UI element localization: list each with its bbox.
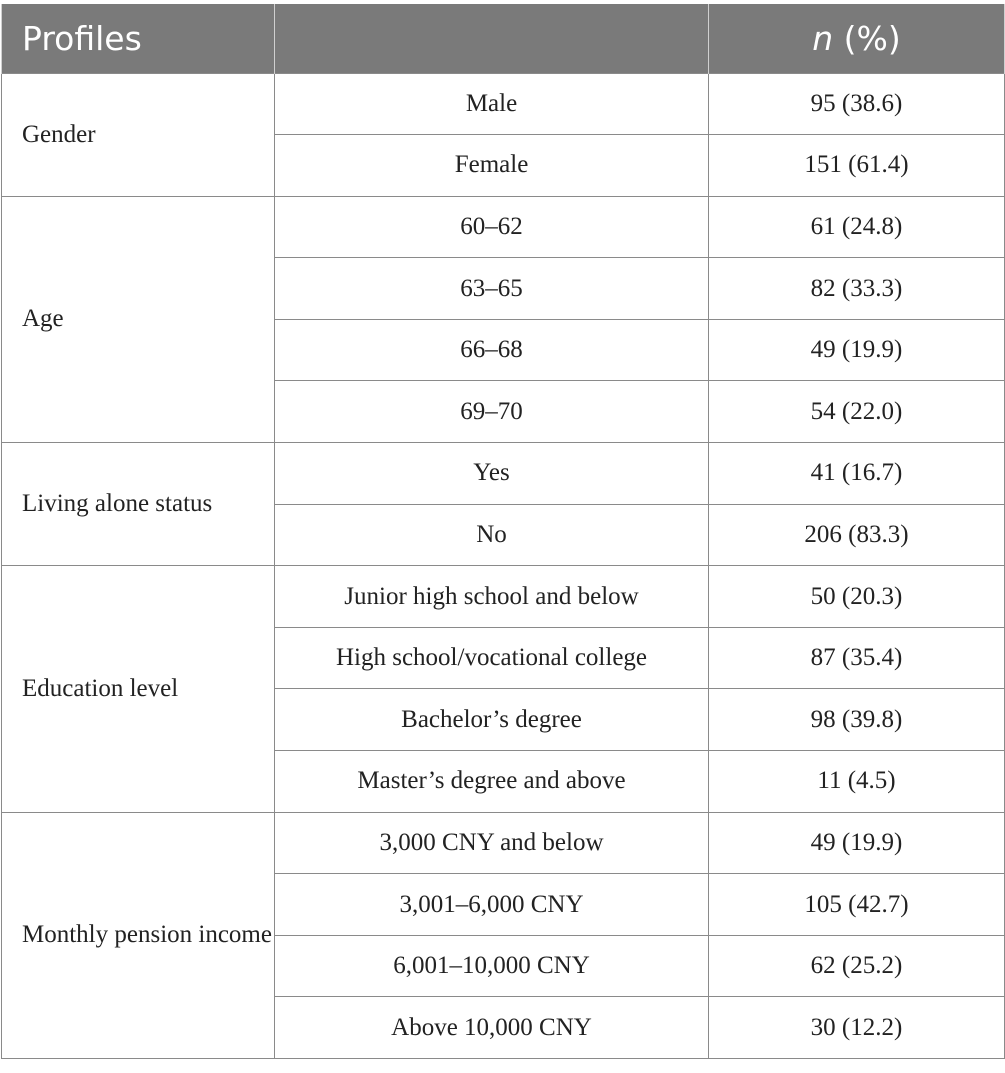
table-row bbox=[2, 196, 1005, 258]
category-cell: 63–65 bbox=[275, 258, 709, 320]
header-n-percent bbox=[709, 4, 1005, 73]
category-cell: Male bbox=[275, 73, 709, 135]
category-cell: Junior high school and below bbox=[275, 566, 709, 628]
value-cell: 30 (12.2) bbox=[709, 997, 1005, 1059]
value-cell: 49 (19.9) bbox=[709, 812, 1005, 874]
table-row bbox=[2, 566, 1005, 628]
header-profiles: Profiles bbox=[2, 4, 275, 73]
value-cell: 41 (16.7) bbox=[709, 443, 1005, 505]
category-cell: No bbox=[275, 504, 709, 566]
value-cell: 62 (25.2) bbox=[709, 935, 1005, 997]
value-cell: 105 (42.7) bbox=[709, 874, 1005, 936]
group-age: Age bbox=[2, 196, 275, 442]
value-cell: 206 (83.3) bbox=[709, 504, 1005, 566]
group-gender: Gender bbox=[2, 73, 275, 196]
table-row bbox=[2, 443, 1005, 505]
value-cell: 49 (19.9) bbox=[709, 319, 1005, 381]
value-cell: 95 (38.6) bbox=[709, 73, 1005, 135]
category-cell: Bachelor’s degree bbox=[275, 689, 709, 751]
category-cell: Female bbox=[275, 135, 709, 197]
value-cell: 11 (4.5) bbox=[709, 751, 1005, 813]
category-cell: Master’s degree and above bbox=[275, 751, 709, 813]
header-n: n bbox=[812, 18, 834, 58]
profiles-table bbox=[1, 4, 1005, 1059]
header-row bbox=[2, 4, 1005, 73]
category-cell: 69–70 bbox=[275, 381, 709, 443]
group-education: Education level bbox=[2, 566, 275, 812]
category-cell: High school/vocational college bbox=[275, 627, 709, 689]
value-cell: 50 (20.3) bbox=[709, 566, 1005, 628]
table-row bbox=[2, 812, 1005, 874]
value-cell: 61 (24.8) bbox=[709, 196, 1005, 258]
header-percent: (%) bbox=[833, 18, 901, 58]
value-cell: 54 (22.0) bbox=[709, 381, 1005, 443]
group-pension-income: Monthly pension income bbox=[2, 812, 275, 1058]
value-cell: 98 (39.8) bbox=[709, 689, 1005, 751]
value-cell: 151 (61.4) bbox=[709, 135, 1005, 197]
value-cell: 82 (33.3) bbox=[709, 258, 1005, 320]
category-cell: 60–62 bbox=[275, 196, 709, 258]
table-row bbox=[2, 73, 1005, 135]
category-cell: 3,000 CNY and below bbox=[275, 812, 709, 874]
category-cell: Above 10,000 CNY bbox=[275, 997, 709, 1059]
header-category bbox=[275, 4, 709, 73]
category-cell: 3,001–6,000 CNY bbox=[275, 874, 709, 936]
group-living-alone: Living alone status bbox=[2, 443, 275, 566]
value-cell: 87 (35.4) bbox=[709, 627, 1005, 689]
category-cell: 6,001–10,000 CNY bbox=[275, 935, 709, 997]
category-cell: 66–68 bbox=[275, 319, 709, 381]
category-cell: Yes bbox=[275, 443, 709, 505]
